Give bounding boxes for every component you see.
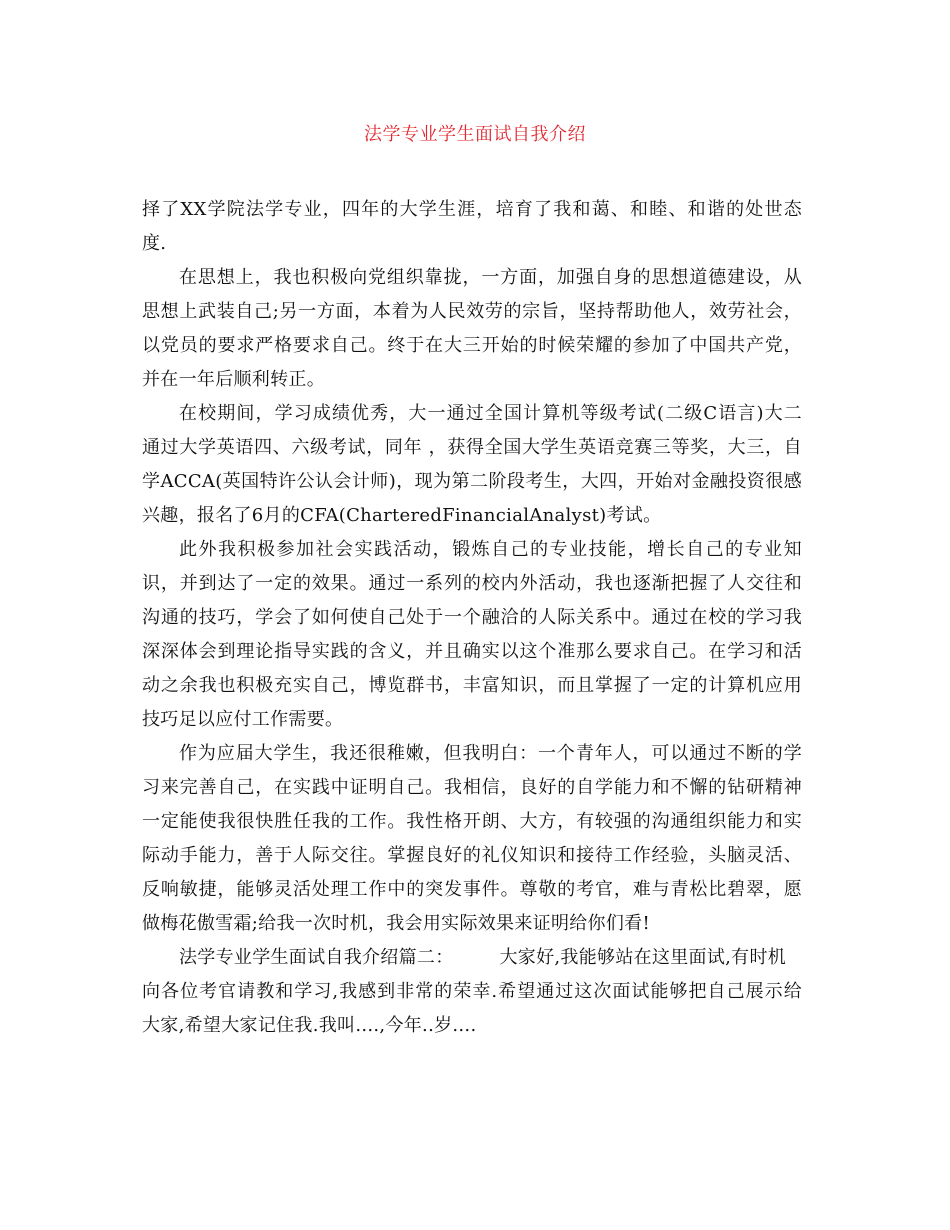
paragraph xyxy=(142,397,802,533)
paragraph xyxy=(142,193,802,261)
text-line: 择了XX学院法学专业，四年的大学生涯，培育了我和蔼、和睦、和谐的处世态 xyxy=(142,199,802,220)
text-line: 深深体会到理论指导实践的含义，并且确实以这个准那么要求自己。在学习和活 xyxy=(142,641,802,662)
section-heading-inline: 法学专业学生面试自我介绍篇二： xyxy=(179,947,454,968)
paragraph xyxy=(142,737,802,941)
text-line: 作为应届大学生，我还很稚嫩，但我明白：一个青年人，可以通过不断的学 xyxy=(179,743,802,764)
text-line: 并在一年后顺利转正。 xyxy=(142,369,325,390)
text-line: 在思想上，我也积极向党组织靠拢，一方面，加强自身的思想道德建设，从 xyxy=(179,267,802,288)
text-line: 通过大学英语四、六级考试，同年 ，获得全国大学生英语竞赛三等奖，大三，自 xyxy=(142,437,802,458)
text-line: 识，并到达了一定的效果。通过一系列的校内外活动，我也逐渐把握了人交往和 xyxy=(142,573,802,594)
text-line: 以党员的要求严格要求自己。终于在大三开始的时候荣耀的参加了中国共产党， xyxy=(142,335,802,356)
paragraph xyxy=(142,533,802,737)
document-title: 法学专业学生面试自我介绍 xyxy=(364,124,586,145)
text-line: 度. xyxy=(142,233,167,254)
paragraph xyxy=(142,261,802,397)
text-line xyxy=(142,941,802,975)
text-line: 技巧足以应付工作需要。 xyxy=(142,709,344,730)
text-line: 反响敏捷，能够灵活处理工作中的突发事件。尊敬的考官，难与青松比碧翠，愿 xyxy=(142,879,802,900)
text-line: 思想上武装自己;另一方面，本着为人民效劳的宗旨，坚持帮助他人，效劳社会， xyxy=(142,301,802,322)
text-run: 大家好,我能够站在这里面试,有时机 xyxy=(499,947,787,968)
text-line: 习来完善自己，在实践中证明自己。我相信，良好的自学能力和不懈的钻研精神 xyxy=(142,777,802,798)
document-body xyxy=(142,193,802,1043)
text-line: 在校期间，学习成绩优秀，大一通过全国计算机等级考试(二级C语言)大二 xyxy=(179,403,802,424)
text-line: 际动手能力，善于人际交往。掌握良好的礼仪知识和接待工作经验，头脑灵活、 xyxy=(142,845,802,866)
text-line: 学ACCA(英国特许公认会计师)，现为第二阶段考生，大四，开始对金融投资很感 xyxy=(142,471,802,492)
text-line: 兴趣，报名了6月的CFA(CharteredFinancialAnalyst)考试。 xyxy=(142,505,662,526)
text-line: 向各位考官请教和学习,我感到非常的荣幸.希望通过这次面试能够把自己展示给 xyxy=(142,981,802,1002)
text-line: 一定能使我很快胜任我的工作。我性格开朗、大方，有较强的沟通组织能力和实 xyxy=(142,811,802,832)
paragraph xyxy=(142,941,802,1043)
text-line: 此外我积极参加社会实践活动，锻炼自己的专业技能，增长自己的专业知 xyxy=(179,539,802,560)
text-line: 动之余我也积极充实自己，博览群书，丰富知识，而且掌握了一定的计算机应用 xyxy=(142,675,802,696)
text-line: 做梅花傲雪霜;给我一次时机，我会用实际效果来证明给你们看! xyxy=(142,913,650,934)
text-line: 沟通的技巧，学会了如何使自己处于一个融洽的人际关系中。通过在校的学习我 xyxy=(142,607,802,628)
text-line: 大家,希望大家记住我.我叫....,今年..岁.... xyxy=(142,1015,477,1036)
